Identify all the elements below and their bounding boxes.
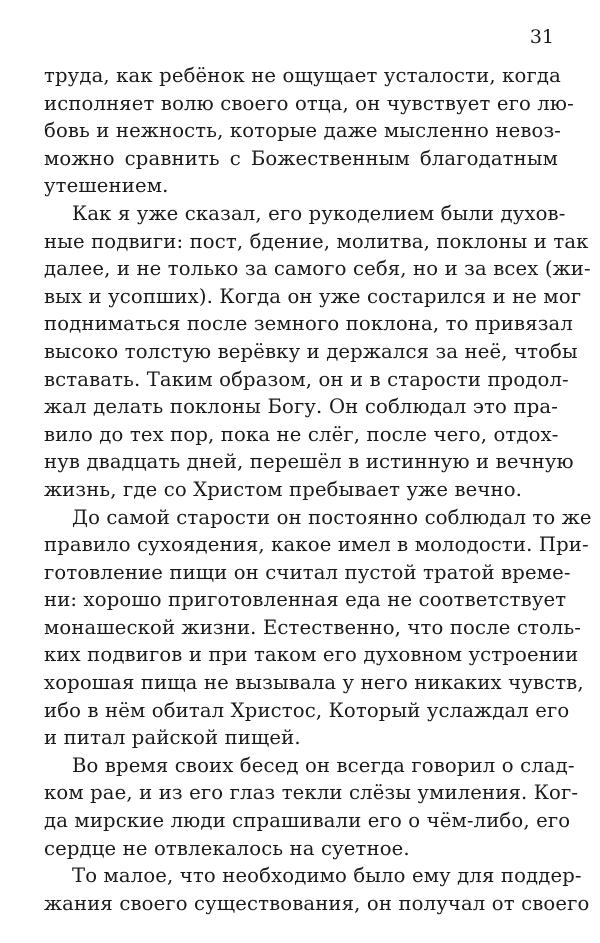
text-line: подниматься после земного поклона, то привязал bbox=[44, 312, 573, 336]
text-line: нув двадцать дней, перешёл в истинную и вечную bbox=[44, 450, 574, 474]
text-line: ибо в нём обитал Христос, Который услаждал его bbox=[44, 698, 570, 722]
text-line: вило до тех пор, пока не слёг, после чего, отдох- bbox=[44, 422, 559, 446]
text-line: можно сравнить с Божественным благодатным bbox=[44, 146, 558, 170]
body-text bbox=[44, 62, 592, 917]
text-line: бовь и нежность, которые даже мысленно невоз- bbox=[44, 119, 562, 143]
text-line: ких подвигов и при таком его духовном устроении bbox=[44, 643, 579, 667]
text-line: правило сухоядения, какое имел в молодости. При- bbox=[44, 533, 589, 557]
text-line: Во время своих бесед он всегда говорил о слад- bbox=[72, 753, 575, 777]
text-line: жизнь, где со Христом пребывает уже вечно. bbox=[44, 477, 523, 501]
text-line: Как я уже сказал, его рукоделием были духов- bbox=[72, 201, 566, 225]
text-line: да мирские люди спрашивали его о чём-либо, его bbox=[44, 809, 571, 833]
text-line: хорошая пища не вызывала у него никаких чувств, bbox=[44, 671, 584, 695]
text-line: и питал райской пищей. bbox=[44, 726, 301, 750]
text-line: готовление пищи он считал пустой тратой време- bbox=[44, 560, 571, 584]
text-line: вставать. Таким образом, он и в старости продол- bbox=[44, 367, 569, 391]
text-line: сердце не отвлекалось на суетное. bbox=[44, 836, 410, 860]
page-number: 31 bbox=[529, 26, 554, 48]
text-line: жал делать поклоны Богу. Он соблюдал это пра- bbox=[44, 395, 558, 419]
text-line: высоко толстую верёвку и держался за неё, чтобы bbox=[44, 339, 578, 363]
text-line: До самой старости он постоянно соблюдал то же bbox=[72, 505, 592, 529]
text-line: утешением. bbox=[44, 174, 169, 198]
text-line: ком рае, и из его глаз текли слёзы умиления. Ког- bbox=[44, 781, 579, 805]
text-line: ни: хорошо приготовленная еда не соответствует bbox=[44, 588, 567, 612]
text-line: труда, как ребёнок не ощущает усталости, когда bbox=[44, 64, 561, 87]
text-line: То малое, что необходимо было ему для поддер- bbox=[72, 864, 582, 888]
text-line: вых и усопших). Когда он уже состарился и не мог bbox=[44, 284, 582, 308]
text-line: жания своего существования, он получал от своего bbox=[44, 891, 590, 915]
text-line: исполняет волю своего отца, он чувствует его лю- bbox=[44, 91, 574, 115]
text-line: ные подвиги: пост, бдение, молитва, поклоны и так bbox=[44, 229, 589, 253]
text-line: далее, и не только за самого себя, но и за всех (жи- bbox=[44, 257, 591, 281]
text-line: монашеской жизни. Естественно, что после столь- bbox=[44, 615, 582, 639]
